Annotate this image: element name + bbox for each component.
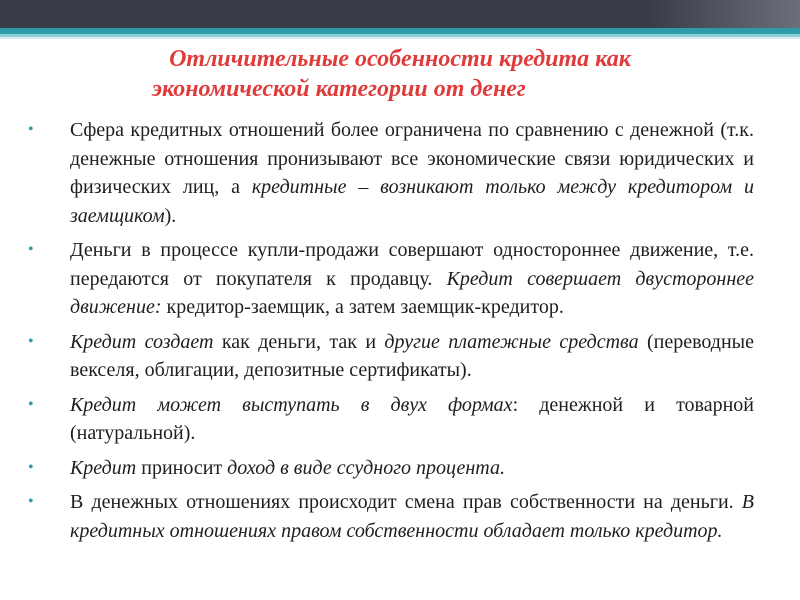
bullet-item	[28, 328, 754, 385]
bullet-dot-icon: •	[28, 241, 34, 258]
bullet-dot-icon: •	[28, 121, 34, 138]
italic-text: Кредит может выступать в двух формах	[70, 393, 513, 416]
italic-text: Кредит создает	[70, 330, 214, 353]
title-line-2: экономической категории от денег	[152, 76, 526, 102]
italic-text: доход в виде ссудного процента.	[227, 456, 505, 479]
italic-text: В кредитных отношениях правом собственности обладает только кредитор.	[70, 491, 754, 542]
italic-text: кредитные – возникают только между кредитором и заемщиком	[70, 176, 754, 227]
body-text: Деньги в процессе купли-продажи совершают одностороннее движение, т.е. передаются от покупателя к продавцу.	[70, 239, 754, 290]
accent-stripe-pale	[0, 37, 800, 39]
body-text: : денежной и товарной (натуральной).	[70, 393, 755, 444]
bullet-dot-icon: •	[28, 395, 34, 413]
bullet-item	[28, 454, 754, 483]
body-text: ).	[164, 204, 177, 227]
top-banner	[0, 0, 800, 28]
italic-text: другие платежные средства	[384, 330, 639, 353]
body-text: В денежных отношениях происходит смена прав собственности на деньги.	[70, 491, 742, 513]
title-line-1: Отличительные особенности кредита как	[169, 46, 631, 72]
bullet-item	[28, 116, 754, 230]
bullet-item	[28, 236, 754, 322]
banner-shade	[650, 0, 800, 28]
bullet-dot-icon: •	[28, 493, 34, 510]
body-text: Сфера кредитных отношений более ограничена по сравнению с денежной (т.к. денежные отношения пронизывают все экономические связи юридических и физических лиц, а	[70, 119, 754, 198]
italic-text: Кредит	[70, 456, 137, 479]
body-text: как деньги, так и	[213, 330, 385, 353]
bullet-dot-icon: •	[28, 458, 34, 476]
bullet-item	[28, 488, 754, 545]
slide-title	[110, 44, 710, 104]
body-text: (переводные векселя, облигации, депозитные сертификаты).	[70, 330, 754, 381]
italic-text: Кредит совершает двустороннее движение:	[70, 267, 755, 318]
bullet-list	[28, 116, 754, 551]
body-text: приносит	[136, 456, 228, 479]
bullet-dot-icon: •	[28, 332, 34, 350]
body-text: кредитор-заемщик, а затем заемщик-кредитор.	[161, 296, 564, 318]
bullet-item	[28, 391, 754, 448]
